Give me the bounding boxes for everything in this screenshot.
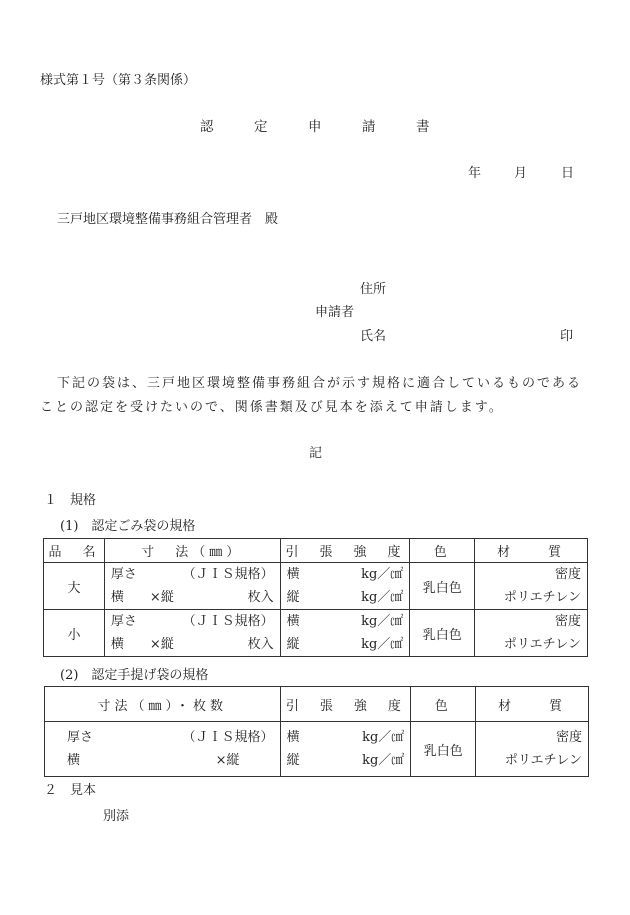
date-day-label: 日 [561, 166, 575, 181]
addressee: 三戸地区環境整備事務組合管理者 殿 [57, 212, 279, 227]
header-material: 材 質 [475, 539, 588, 563]
thickness-label: 厚さ [110, 567, 137, 582]
header-color: 色 [411, 687, 476, 722]
header-strength: 引 張 強 度 [280, 687, 411, 722]
strength-vertical-label: 縦 [286, 590, 300, 605]
date-year-label: 年 [468, 166, 482, 181]
header-material: 材 質 [476, 687, 589, 722]
table-row [44, 610, 588, 657]
material-name: ポリエチレン [503, 590, 581, 605]
table-row [45, 722, 589, 777]
strength-cell [280, 610, 410, 657]
section-2-heading: ２ 見本 [44, 783, 97, 798]
count-label: 枚入 [247, 637, 274, 652]
date-month-label: 月 [514, 166, 528, 181]
attachment-note: 別添 [103, 809, 130, 824]
width-label: 横 [67, 753, 81, 768]
body-text-line2: ことの認定を受けたいので、関係書類及び見本を添えて申請します。 [40, 400, 504, 415]
material-name: ポリエチレン [503, 637, 581, 652]
table-row [44, 563, 588, 610]
subsection-2-heading: (2) 認定手提げ袋の規格 [60, 668, 209, 683]
strength-unit: kg／㎠ [362, 753, 405, 768]
density-label: 密度 [554, 614, 581, 629]
header-size-count: 寸法（㎜）・枚数 [45, 687, 281, 722]
applicant-label: 申請者 [315, 305, 355, 320]
strength-unit: kg／㎠ [361, 614, 404, 629]
item-name-small: 小 [44, 610, 105, 657]
seal-mark: 印 [560, 329, 574, 344]
address-label: 住所 [360, 282, 387, 297]
density-label: 密度 [555, 730, 582, 745]
color-cell: 乳白色 [410, 563, 475, 610]
density-label: 密度 [554, 567, 581, 582]
jis-label: （ＪＩＳ規格） [182, 614, 274, 629]
header-color: 色 [410, 539, 475, 563]
header-item-name: 品 名 [44, 539, 105, 563]
strength-cell [280, 563, 410, 610]
strength-vertical-label: 縦 [286, 753, 300, 768]
size-cell [104, 610, 280, 657]
dims-label: ×縦 [215, 753, 240, 768]
strength-cell [280, 722, 411, 777]
strength-horizontal-label: 横 [286, 614, 300, 629]
ki-heading: 記 [309, 446, 323, 461]
item-name-large: 大 [44, 563, 105, 610]
jis-label: （ＪＩＳ規格） [182, 730, 274, 745]
strength-unit: kg／㎠ [362, 730, 405, 745]
strength-horizontal-label: 横 [286, 567, 300, 582]
subsection-1-heading: (1) 認定ごみ袋の規格 [60, 519, 196, 534]
shopping-bag-spec-table [44, 686, 589, 777]
strength-unit: kg／㎠ [361, 567, 404, 582]
header-strength: 引 張 強 度 [280, 539, 410, 563]
strength-unit: kg／㎠ [361, 590, 404, 605]
material-cell [475, 610, 588, 657]
count-label: 枚入 [247, 590, 274, 605]
name-label: 氏名 [360, 329, 387, 344]
size-cell [104, 563, 280, 610]
jis-label: （ＪＩＳ規格） [182, 567, 274, 582]
thickness-label: 厚さ [67, 730, 94, 745]
color-cell: 乳白色 [411, 722, 476, 777]
form-number: 様式第１号（第３条関係） [40, 73, 197, 88]
color-cell: 乳白色 [410, 610, 475, 657]
document-title: 認 定 申 請 書 [200, 119, 430, 135]
material-name: ポリエチレン [504, 753, 582, 768]
strength-horizontal-label: 横 [286, 730, 300, 745]
size-cell [45, 722, 281, 777]
section-1-heading: １ 規格 [44, 493, 97, 508]
body-text-line1: 下記の袋は、三戸地区環境整備事務組合が示す規格に適合しているものである [57, 376, 583, 391]
header-size: 寸 法（㎜） [104, 539, 280, 563]
material-cell [476, 722, 589, 777]
strength-unit: kg／㎠ [361, 637, 404, 652]
strength-vertical-label: 縦 [286, 637, 300, 652]
dims-label: 横 ×縦 [110, 590, 174, 605]
thickness-label: 厚さ [110, 614, 137, 629]
material-cell [475, 563, 588, 610]
dims-label: 横 ×縦 [110, 637, 174, 652]
garbage-bag-spec-table [43, 538, 588, 657]
